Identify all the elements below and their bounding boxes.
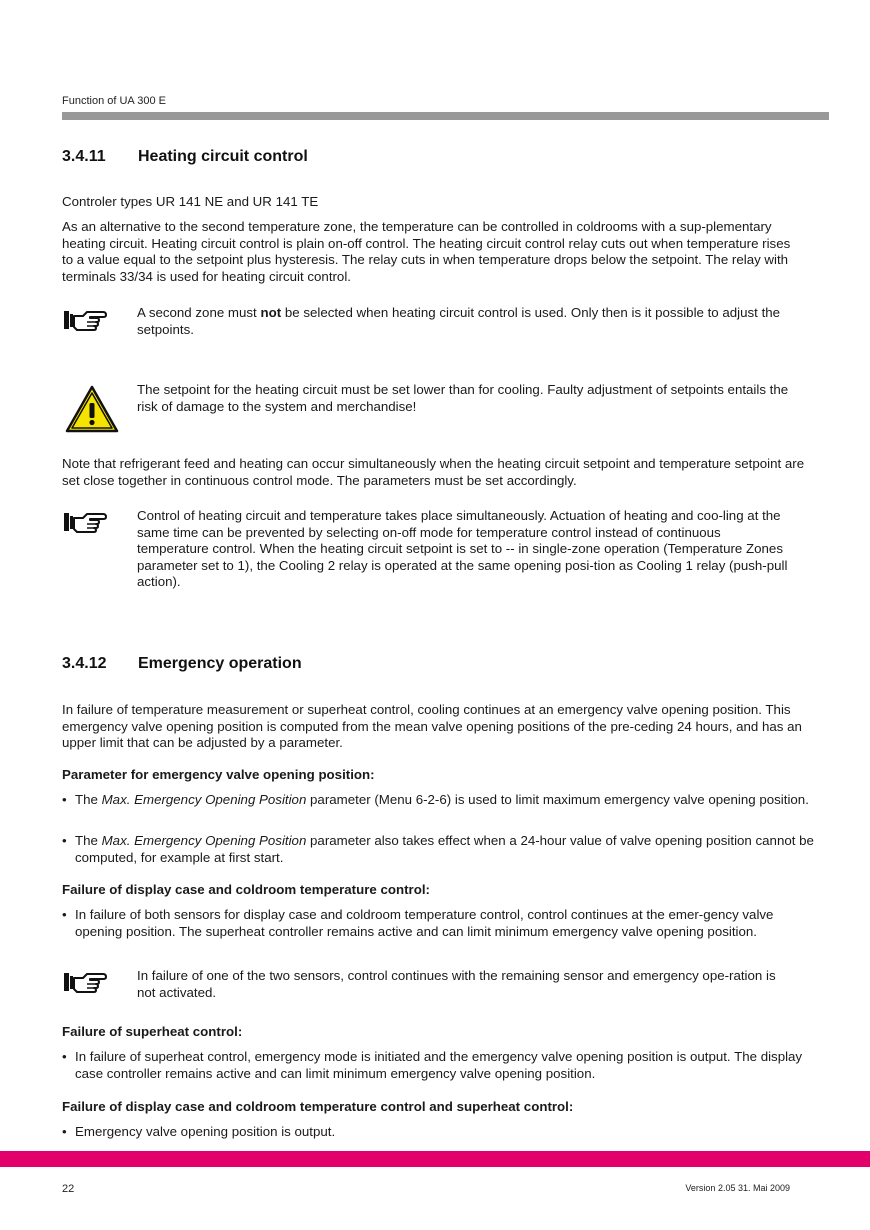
footer-accent-bar	[0, 1151, 870, 1167]
section-number: 3.4.12	[62, 655, 107, 672]
pointing-hand-icon	[63, 308, 107, 332]
bullet-item: • Emergency valve opening position is output.	[62, 1124, 815, 1141]
simultaneous-feed-paragraph: Note that refrigerant feed and heating can occur simultaneously when the heating circuit setpoint and temperature setpoint are set close together in continuous control mode. The parameters must be set accordingly.	[62, 456, 805, 488]
subheading-combined-failure: Failure of display case and coldroom temperature control and superheat control:	[62, 1099, 574, 1114]
pointing-hand-icon	[63, 970, 107, 994]
note-simultaneous-control: Control of heating circuit and temperature takes place simultaneously. Actuation of heating and coo-ling at the same time can be prevented by selecting on-off mode for temperature control instead of continuous temperature control. When the heating circuit setpoint is set to -- in single-zone operation (Temperature Zones parameter set to 1), the Cooling 2 relay is operated at the same opening posi-tion as Cooling 1 relay (push-pull action).	[137, 508, 788, 589]
section-number: 3.4.11	[62, 148, 106, 165]
running-header: Function of UA 300 E	[62, 95, 166, 107]
heating-circuit-paragraph: As an alternative to the second temperature zone, the temperature can be controlled in coldrooms with a sup-plementary heating circuit. Heating circuit control is plain on-off control. The heating circuit control relay cuts out when temperature rises to a value equal to the setpoint plus hysteresis. The relay cuts in when temperature drops below the setpoint. The relay with terminals 33/34 is used for heating circuit control.	[62, 219, 791, 284]
bullet-item: • In failure of superheat control, emergency mode is initiated and the emergency valve opening position is output. The display case controller remains active and can limit minimum emergency valve opening position.	[62, 1049, 815, 1082]
subheading-superheat-failure: Failure of superheat control:	[62, 1024, 243, 1039]
bullet-item: • The Max. Emergency Opening Position parameter (Menu 6-2-6) is used to limit maximum emergency valve opening position.	[62, 792, 815, 809]
pointing-hand-icon	[63, 510, 107, 534]
section-title: Emergency operation	[138, 655, 302, 672]
subheading-parameter: Parameter for emergency valve opening position:	[62, 767, 375, 782]
version-info: Version 2.05 31. Mai 2009	[685, 1183, 790, 1193]
warning-setpoint-text: The setpoint for the heating circuit must be set lower than for cooling. Faulty adjustment of setpoints entails the risk of damage to the system and merchandise!	[137, 382, 789, 414]
bullet-item: • The Max. Emergency Opening Position parameter also takes effect when a 24-hour value of valve opening position cannot be computed, for example at first start.	[62, 833, 815, 866]
section-heading-3-4-11	[62, 148, 308, 166]
controller-types-text: Controler types UR 141 NE and UR 141 TE	[62, 194, 319, 209]
section-title: Heating circuit control	[138, 148, 308, 165]
section-heading-3-4-12	[62, 655, 302, 673]
note-one-sensor-failure: In failure of one of the two sensors, control continues with the remaining sensor and emergency ope-ration is not activated.	[137, 968, 776, 1000]
subheading-display-case-failure: Failure of display case and coldroom temperature control:	[62, 882, 430, 897]
page-number: 22	[62, 1183, 75, 1195]
note-second-zone: A second zone must not be selected when heating circuit control is used. Only then is it possible to adjust the setpoints.	[137, 305, 781, 337]
warning-triangle-icon	[64, 384, 120, 434]
bullet-item: • In failure of both sensors for display case and coldroom temperature control, control continues at the emer-gency valve opening position. The superheat controller remains active and can limit minimum emergency valve opening position.	[62, 907, 815, 940]
emergency-intro-paragraph: In failure of temperature measurement or superheat control, cooling continues at an emergency valve opening position. This emergency valve opening position is computed from the mean valve opening positions of the pre-ceding 24 hours, and has an upper limit that can be adjusted by a parameter.	[62, 702, 802, 750]
header-rule	[62, 112, 829, 120]
